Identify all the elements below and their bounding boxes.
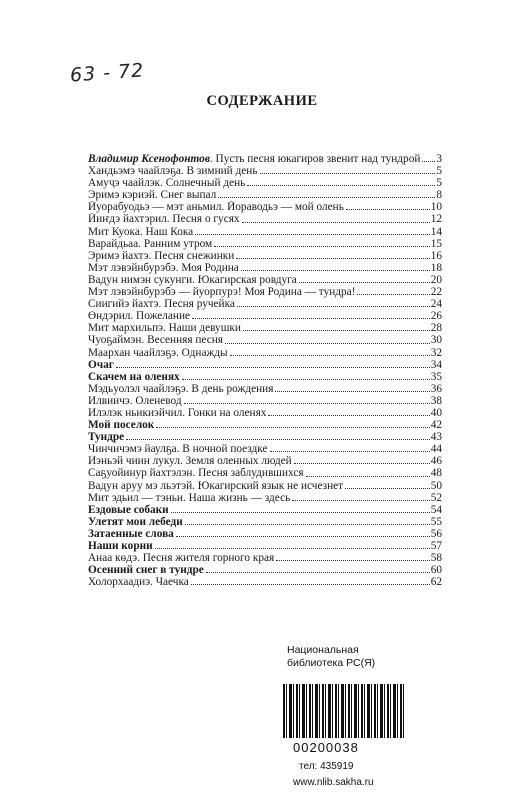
toc-entry [88,298,442,310]
toc-entry-text [88,153,420,165]
toc-page-number: 12 [430,213,442,226]
toc-entry [88,371,442,383]
toc-entry [88,419,442,431]
dot-leader [185,524,430,525]
toc-entry [88,347,442,359]
toc-entry [88,407,442,419]
toc-entry [88,516,442,528]
toc-page-number: 46 [430,455,442,468]
dot-leader [236,258,429,259]
toc-entry [88,189,442,201]
dot-leader [225,343,430,344]
toc-entry-text: Холорхаадиэ. Чаечка [88,576,189,589]
toc-entry [88,322,442,334]
page-title: СОДЕРЖАНИЕ [206,93,318,109]
toc-page-number: 44 [430,443,442,456]
toc-list [88,165,442,588]
toc-entry-text: Чуоҕаймэн. Весенняя песня [88,334,223,347]
toc-entry-text: Анаа көдэ. Песня жителя горного края [88,552,275,565]
toc-entry [88,286,442,298]
toc-page-number: 14 [430,225,442,238]
toc-entry-text: Мэдьуолэл чаайлэҕэ. В день рождения [88,382,274,395]
dot-leader [192,318,430,319]
toc-entry [88,226,442,238]
dot-leader [182,379,430,380]
toc-entry-text: Өндэрил. Пожелание [88,310,191,323]
toc-page-number: 26 [430,310,442,323]
dot-leader [126,439,430,440]
toc-page-number: 16 [430,249,442,262]
toc-entry-text: Чинчичэмэ йаулҕа. В ночной поездке [88,443,268,456]
toc-entry-text: Ездовые собаки [88,503,169,516]
toc-page-number: 34 [430,358,442,371]
toc-page-number: 24 [430,298,442,311]
toc-entry-text: Хандьэмэ чаайлэҕа. В зимний день [88,165,258,178]
toc-page-number: 54 [430,503,442,516]
toc-entry [88,359,442,371]
toc-page-number: 28 [430,322,442,335]
toc-page-number: 18 [430,261,442,274]
toc-entry-text: Илэлэк ньикиэйчил. Гонки на оленях [88,406,267,419]
toc-entry [88,201,442,213]
table-of-contents [88,153,442,588]
toc-entry-text: Мэт лэвэйнбурэбэ — йуорпурэ! Моя Родина — тундра! [88,286,356,299]
dot-leader [306,476,430,477]
toc-entry [88,455,442,467]
library-name-line2: библиотека РС(Я) [287,657,376,669]
toc-entry-text: Затаенные слова [88,527,174,540]
toc-entry-text: Мой поселок [88,419,155,432]
toc-page-number: 36 [430,382,442,395]
dot-leader [247,185,435,186]
library-website: www.nlib.sakha.ru [293,777,374,788]
toc-entry-text: Мэт лэвэйнбурэбэ. Моя Родина [88,261,239,274]
dot-leader [242,222,430,223]
toc-entry [88,467,442,479]
dot-leader [268,415,429,416]
toc-entry [88,177,442,189]
dot-leader [243,330,430,331]
toc-entry-text: Йиҥдэ йахтэрил. Песня о гусях [88,213,240,226]
toc-entry-text: Иэньэй чиин лукул. Земля оленных людей [88,455,292,468]
toc-page-number: 56 [430,527,442,540]
dot-leader [346,209,430,210]
toc-entry-text: Мит эдьил — тэньи. Наша жизнь — здесь [88,491,291,504]
toc-entry-text: Вадун нимэн сукунги. Юкагирская ровдуга [88,273,297,286]
toc-entry-text: Мит Куока. Наш Кока [88,225,194,238]
dot-leader [171,512,430,513]
toc-entry-text: Йуорабуодьэ — мэт аньмил. Йораводьэ — мой олень [88,201,344,214]
dot-leader [116,367,430,368]
toc-entry [88,564,442,576]
toc-page-number: 3 [436,153,442,165]
toc-entry-text: Эримэ кэриэй. Снег выпал [88,189,217,202]
toc-entry [88,213,442,225]
toc-entry [88,552,442,564]
dot-leader [422,161,435,162]
dot-leader [218,197,435,198]
toc-page-number: 62 [430,576,442,589]
toc-entry-text: Наши корни [88,540,153,552]
toc-entry-text: Улетят мои лебеди [88,515,183,528]
library-stamp [269,644,411,804]
toc-page-number: 42 [430,419,442,432]
toc-entry-text: Скачем на оленях [88,370,180,383]
toc-page-number: 35 [430,370,442,383]
toc-page-number: 32 [430,346,442,359]
dot-leader [237,306,430,307]
toc-entry-text: Амуҷэ чаайлэк. Солнечный день [88,177,246,190]
toc-page-number: 58 [430,552,442,565]
toc-entry [88,576,442,588]
toc-author: Владимир Ксенофонтов [88,153,210,165]
toc-entry-text: Илвиичэ. Оленевод [88,394,182,407]
barcode-number: 00200038 [293,740,359,755]
toc-entry [88,238,442,250]
barcode-icon [283,684,405,738]
toc-entry [88,250,442,262]
toc-page-number: 55 [430,515,442,528]
toc-page-number: 52 [430,491,442,504]
handwritten-page-range: 63 - 72 [69,59,145,87]
toc-page-number: 30 [430,334,442,347]
toc-entry [88,504,442,516]
dot-leader [155,548,430,549]
dot-leader [184,403,430,404]
library-phone: тел: 435919 [299,761,354,772]
toc-entry-text: Вадун аруу мэ льэтэй. Юкагирский язык не исчезнет [88,479,344,492]
dot-leader [195,234,430,235]
toc-entry-text: Маархан чаайлэҕэ. Однажды [88,346,228,359]
toc-page-number: 48 [430,467,442,480]
toc-page-number: 5 [436,177,442,190]
dot-leader [270,451,430,452]
toc-page-number: 15 [430,237,442,250]
dot-leader [206,572,430,573]
dot-leader [357,294,429,295]
dot-leader [214,246,430,247]
toc-page-number: 43 [430,431,442,444]
toc-entry [88,274,442,286]
toc-entry [88,540,442,552]
toc-entry-text: Сиигийэ йахтэ. Песня ручейка [88,298,235,311]
toc-entry [88,310,442,322]
toc-page-number: 5 [436,165,442,178]
dot-leader [294,463,430,464]
dot-leader [191,584,430,585]
toc-page-number: 38 [430,394,442,407]
dot-leader [276,560,429,561]
toc-entry-text: Саҕуойинур йахтэлэн. Песня заблудившихся [88,467,304,480]
toc-entry-text: Мит мархильпэ. Наши девушки [88,322,241,335]
dot-leader [345,488,430,489]
toc-entry [88,262,442,274]
toc-page-number: 40 [430,406,442,419]
toc-page-number: 20 [430,273,442,286]
toc-entry-text: Осенний снег в тундре [88,564,204,577]
dot-leader [275,391,429,392]
dot-leader [260,173,436,174]
toc-entry [88,528,442,540]
toc-entry [88,395,442,407]
toc-page-number: 10 [430,201,442,214]
toc-entry-text: Очаг [88,358,114,371]
toc-entry-text: Эримэ йахтэ. Песня снежинки [88,249,235,262]
toc-page-number: 50 [430,479,442,492]
toc-entry [88,165,442,177]
toc-page-number: 8 [436,189,442,202]
toc-page-number: 22 [430,286,442,299]
toc-entry [88,492,442,504]
toc-page-number: 57 [430,540,442,552]
dot-leader [299,282,430,283]
toc-entry [88,431,442,443]
toc-entry [88,480,442,492]
dot-leader [230,355,430,356]
toc-entry [88,443,442,455]
toc-entry [88,383,442,395]
toc-entry [88,334,442,346]
dot-leader [292,500,429,501]
library-name-line1: Национальная [287,644,359,656]
toc-entry-text: Тундре [88,431,125,444]
dot-leader [156,427,429,428]
toc-page-number: 60 [430,564,442,577]
toc-entry-text: Варайдьаа. Ранним утром [88,237,213,250]
dot-leader [241,270,430,271]
dot-leader [176,536,430,537]
toc-title: . Пусть песня юкагиров звенит над тундрой [209,153,421,165]
toc-entry-first [88,153,442,165]
